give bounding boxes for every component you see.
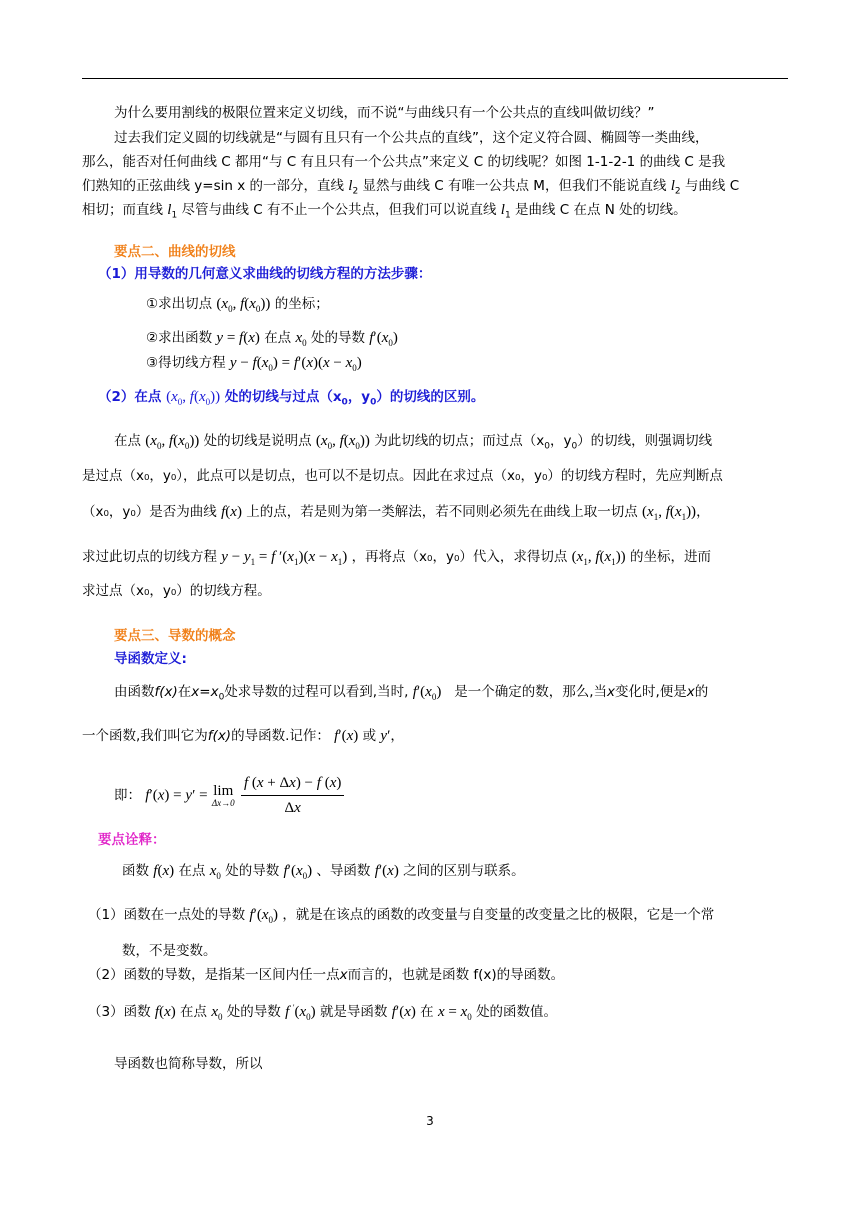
note-heading: 要点诠释：	[98, 832, 166, 848]
intro-line-3: 那么，能否对任何曲线 C 都用“与 C 有且只有一个公共点”来定义 C 的切线呢？如图 1-1-2-1 的曲线 C 是我	[82, 154, 726, 170]
closing-line: 导函数也简称导数，所以	[114, 1056, 263, 1072]
step-3: ③得切线方程 $y - f(x_0) = f'(x)(x - x_0)$	[146, 355, 362, 373]
step-2: ②求出函数 y = f(x) 在点 $x_0$ 处的导数 $f'(x_0)$	[146, 330, 398, 348]
s2-para-line-4: 求过此切点的切线方程 $y - y_1 = f$ $'(x_1)(x - x_1)$ ，再将点（x₀，y₀）代入，求得切点 ($x_1$, $f(x_1)$) 的坐标，进而	[82, 549, 711, 567]
step-1: ①求出切点 ($x_0$, $f(x_0)$) 的坐标；	[146, 296, 329, 314]
intro-line-1: 为什么要用割线的极限位置来定义切线，而不说“与曲线只有一个公共点的直线叫做切线？”	[114, 105, 655, 121]
section2-heading: 要点二、曲线的切线	[114, 244, 236, 260]
page-number: 3	[426, 1114, 434, 1128]
s2-para-line-5: 求过点（x₀，y₀）的切线方程。	[82, 583, 271, 599]
s3-para-line-1: 由函数f(x)在$x=x_0$处求导数的过程可以看到,当时, $f'(x_0)$ 是一个确定的数，那么,当x变化时,便是x的	[114, 684, 709, 703]
s3-para-line-2: 一个函数,我们叫它为f(x)的导函数.记作： f′(x) 或 y′，	[82, 728, 404, 744]
section2-sub1: （1）用导数的几何意义求曲线的切线方程的方法步骤：	[98, 266, 432, 282]
intro-line-5: 相切；而直线 $l_1$ 尽管与曲线 C 有不止一个公共点，但我们可以说直线 $l_1$ 是曲线 C 在点 N 处的切线。	[82, 202, 687, 221]
s2-para-line-1: 在点 ($x_0$, $f(x_0)$) 处的切线是说明点 ($x_0$, $f(x_0)$) 为此切线的切点；而过点（$x_0$，$y_0$）的切线，则强调切线	[114, 433, 713, 452]
section3-heading: 要点三、导数的概念	[114, 628, 236, 644]
note-3: （3）函数 f(x) 在点 $x_0$ 处的导数 f $'(x_0)$ 就是导函数 f′(x) 在 $x = x_0$ 处的函数值。	[88, 1003, 558, 1022]
intro-line-2: 过去我们定义圆的切线就是“与圆有且只有一个公共点的直线”，这个定义符合圆、椭圆等一类曲线，	[114, 130, 709, 146]
intro-line-4: 们熟知的正弦曲线 y=sin x 的一部分，直线 $l_2$ 显然与曲线 C 有唯一公共点 M，但我们不能说直线 $l_2$ 与曲线 C	[82, 178, 740, 197]
section2-sub2: （2）在点 ($x_0$, $f(x_0)$) 处的切线与过点（$x_0$，$y_0$）的切线的区别。	[98, 389, 485, 408]
note-2: （2）函数的导数，是指某一区间内任一点x而言的，也就是函数 f(x)的导函数。	[88, 967, 565, 983]
section3-subheading: 导函数定义:	[114, 651, 187, 667]
derivative-definition-formula: 即： f′(x) = y′ = lim Δx→0 $\frac{f (x + \Delta x) - f (x)}{\Delta x}$	[114, 772, 346, 819]
note-1-cont: 数，不是变数。	[122, 943, 217, 959]
lim-operator: lim Δx→0	[211, 782, 235, 808]
header-rule	[82, 78, 788, 79]
difference-quotient: $\frac{f (x + \Delta x) - f (x)}{\Delta x}$	[241, 772, 344, 819]
s2-para-line-3: （x₀，y₀）是否为曲线 f(x) 上的点，若是则为第一类解法，若不同则必须先在曲线上取一切点 ($x_1$, $f(x_1)$)，	[82, 504, 710, 522]
s2-para-line-2: 是过点（x₀，y₀），此点可以是切点，也可以不是切点。因此在求过点（x₀，y₀）的切线方程时，先应判断点	[82, 468, 723, 484]
note-1: （1）函数在一点处的导数 $f'(x_0)$ ，就是在该点的函数的改变量与自变量的改变量之比的极限，它是一个常	[88, 907, 715, 925]
note-intro: 函数 f(x) 在点 $x_0$ 处的导数 $f'(x_0)$ 、导函数 f′(x) 之间的区别与联系。	[122, 863, 525, 881]
